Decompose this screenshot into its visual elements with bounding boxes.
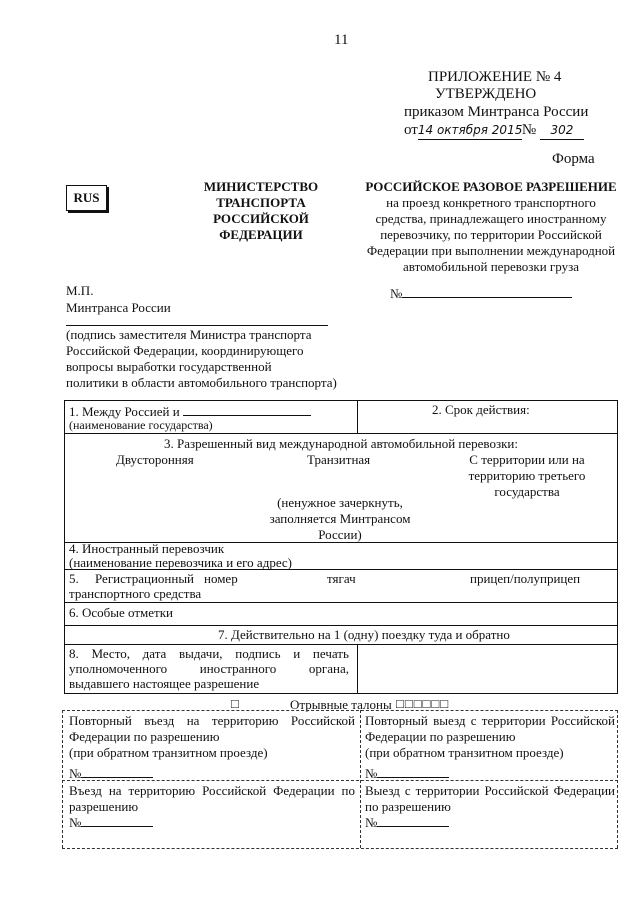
transport-type-title: 3. Разрешенный вид международной автомобильной перевозки:: [163, 436, 518, 451]
table-border-bottom: [64, 693, 618, 694]
strike-note-line: (ненужное зачеркнуть,: [277, 495, 403, 510]
coupon-reentry-number: [69, 764, 153, 782]
coupons-title: Отрывные талоны: [290, 697, 392, 712]
permit-number-sign: №: [390, 286, 403, 301]
permit-subtitle-line: на проезд конкретного транспортного: [386, 195, 596, 210]
issue-word: подпись: [235, 646, 281, 661]
coupon-number-field[interactable]: [81, 764, 153, 778]
coupon-squares-icon: □□□□□□: [396, 696, 450, 711]
ministry-line: МИНИСТЕРСТВО: [203, 179, 319, 194]
table-col-divider: [357, 400, 358, 433]
coupon-cut-line: [62, 848, 618, 849]
table-row-divider: [64, 602, 618, 603]
issue-word: уполномоченного: [69, 661, 168, 676]
coupon-number-sign: №: [69, 766, 82, 781]
permit-subtitle-line: средства, принадлежащего иностранному: [375, 211, 607, 226]
coupon-text-line: Повторный въезд на территорию Российской: [69, 713, 355, 728]
issue-word: 8.: [69, 646, 79, 661]
coupon-cut-line: [360, 710, 361, 848]
strike-note-line: России): [318, 527, 362, 542]
page-number: 11: [334, 32, 349, 48]
reg-number-part: номер: [204, 571, 238, 586]
coupon-number-sign: №: [365, 815, 378, 830]
issue-authority-line3: выдавшего настоящее разрешение: [69, 676, 260, 691]
coupon-number-sign: №: [365, 766, 378, 781]
ministry-line: ТРАНСПОРТА: [216, 195, 306, 210]
order-number-sign: №: [521, 122, 537, 138]
issue-word: печать: [312, 646, 349, 661]
coupon-square-icon: □: [231, 696, 239, 711]
issue-word: и: [293, 646, 301, 661]
permit-subtitle-line: Федерации при выполнении международной: [366, 243, 616, 258]
signature-caption-line: Российской Федерации, координирующего: [66, 343, 304, 358]
order-from-prefix: от: [404, 122, 418, 138]
tractor-label: тягач: [327, 571, 356, 586]
order-number-handwritten: 302: [540, 121, 584, 140]
rus-badge: RUS: [66, 185, 107, 211]
validity-label: 2. Срок действия:: [432, 402, 530, 417]
coupon-entry: [69, 783, 355, 815]
coupon-number-field[interactable]: [377, 813, 449, 827]
coupon-text-line: разрешению: [69, 799, 139, 814]
state-name-field[interactable]: [183, 402, 311, 416]
option-third-country-line: С территории или на: [469, 452, 585, 467]
signature-caption-line: вопросы выработки государственной: [66, 359, 272, 374]
coupon-text-line: Выезд с территории Российской Федерации: [365, 783, 615, 798]
signature-line: [66, 325, 328, 326]
option-third-country[interactable]: [452, 452, 602, 500]
issue-word: выдачи,: [179, 646, 223, 661]
coupon-reexit-number: [365, 764, 449, 782]
ministry-title: [196, 179, 326, 243]
reg-number-part: Регистрационный: [95, 571, 195, 586]
reg-number-line2: транспортного средства: [69, 586, 202, 601]
issue-authority-line: [69, 661, 349, 677]
issue-word: органа,: [308, 661, 349, 676]
coupon-reentry: [69, 713, 355, 761]
table-row-divider: [64, 433, 618, 434]
order-date-line: [404, 121, 584, 140]
option-third-country-line: государства: [494, 484, 560, 499]
approved-label: УТВЕРЖДЕНО: [435, 86, 537, 102]
coupon-cut-line: [617, 710, 618, 848]
coupon-entry-number: [69, 813, 153, 831]
option-bilateral[interactable]: Двусторонняя: [116, 452, 194, 467]
signature-caption: [66, 327, 337, 391]
ministry-line: РОССИЙСКОЙ: [213, 211, 309, 226]
carrier-caption: (наименование перевозчика и его адрес): [69, 555, 293, 570]
issue-word: иностранного: [199, 661, 277, 676]
coupon-text-line: Федерации по разрешению: [69, 729, 220, 744]
strike-note-line: заполняется Минтрансом: [269, 511, 411, 526]
table-row-divider: [64, 644, 618, 645]
option-third-country-line: территорию третьего: [468, 468, 586, 483]
coupon-number-sign: №: [69, 815, 82, 830]
carrier-label: 4. Иностранный перевозчик: [69, 541, 225, 556]
row1-between-label: 1. Между Россией и: [69, 404, 180, 419]
state-name-caption: (наименование государства): [69, 418, 213, 432]
coupon-number-field[interactable]: [81, 813, 153, 827]
permit-title: РОССИЙСКОЕ РАЗОВОЕ РАЗРЕШЕНИЕ: [365, 179, 617, 194]
coupon-text-line: Въезд на территорию Российской Федерации по: [69, 783, 355, 798]
validity-trip-label: 7. Действительно на 1 (одну) поездку туда и обратно: [218, 627, 510, 642]
table-col-divider: [357, 644, 358, 693]
coupon-reexit: [365, 713, 615, 761]
coupon-text-line: по разрешению: [365, 799, 451, 814]
form-label: Форма: [552, 151, 595, 167]
issue-word: дата: [142, 646, 167, 661]
coupon-cut-line: [62, 710, 63, 848]
stamp-ministry: Минтранса России: [66, 300, 171, 315]
special-marks-label: 6. Особые отметки: [69, 605, 173, 620]
coupon-text-line: (при обратном транзитном проезде): [69, 745, 268, 760]
permit-number-field[interactable]: [402, 283, 572, 298]
permit-subtitle-line: автомобильной перевозки груза: [403, 259, 579, 274]
coupon-number-field[interactable]: [377, 764, 449, 778]
issue-place-line: [69, 646, 349, 662]
strike-note: [255, 495, 425, 543]
ministry-line: ФЕДЕРАЦИИ: [219, 227, 303, 242]
signature-caption-line: политики в области автомобильного транспорта): [66, 375, 337, 390]
stamp-mp: М.П.: [66, 283, 94, 298]
option-transit[interactable]: Транзитная: [307, 452, 371, 467]
order-date-handwritten: 14 октября 2015: [418, 121, 522, 140]
permit-header: [356, 179, 626, 275]
trailer-label: прицеп/полуприцеп: [470, 571, 581, 586]
coupon-text-line: Повторный выезд с территории Российской: [365, 713, 615, 728]
appendix-label: ПРИЛОЖЕНИЕ № 4: [428, 69, 562, 85]
permit-subtitle-line: перевозчику, по территории Российской: [380, 227, 602, 242]
coupon-exit-number: [365, 813, 449, 831]
permit-number: [390, 283, 572, 302]
coupon-cut-line: [62, 710, 618, 711]
coupon-exit: [365, 783, 615, 815]
order-label: приказом Минтранса России: [404, 104, 589, 120]
signature-caption-line: (подпись заместителя Министра транспорта: [66, 327, 312, 342]
coupon-text-line: Федерации по разрешению: [365, 729, 516, 744]
issue-word: Место,: [91, 646, 130, 661]
coupon-text-line: (при обратном транзитном проезде): [365, 745, 564, 760]
table-row-divider: [64, 625, 618, 626]
table-border-top: [64, 400, 618, 401]
reg-number-part: 5.: [69, 571, 79, 586]
